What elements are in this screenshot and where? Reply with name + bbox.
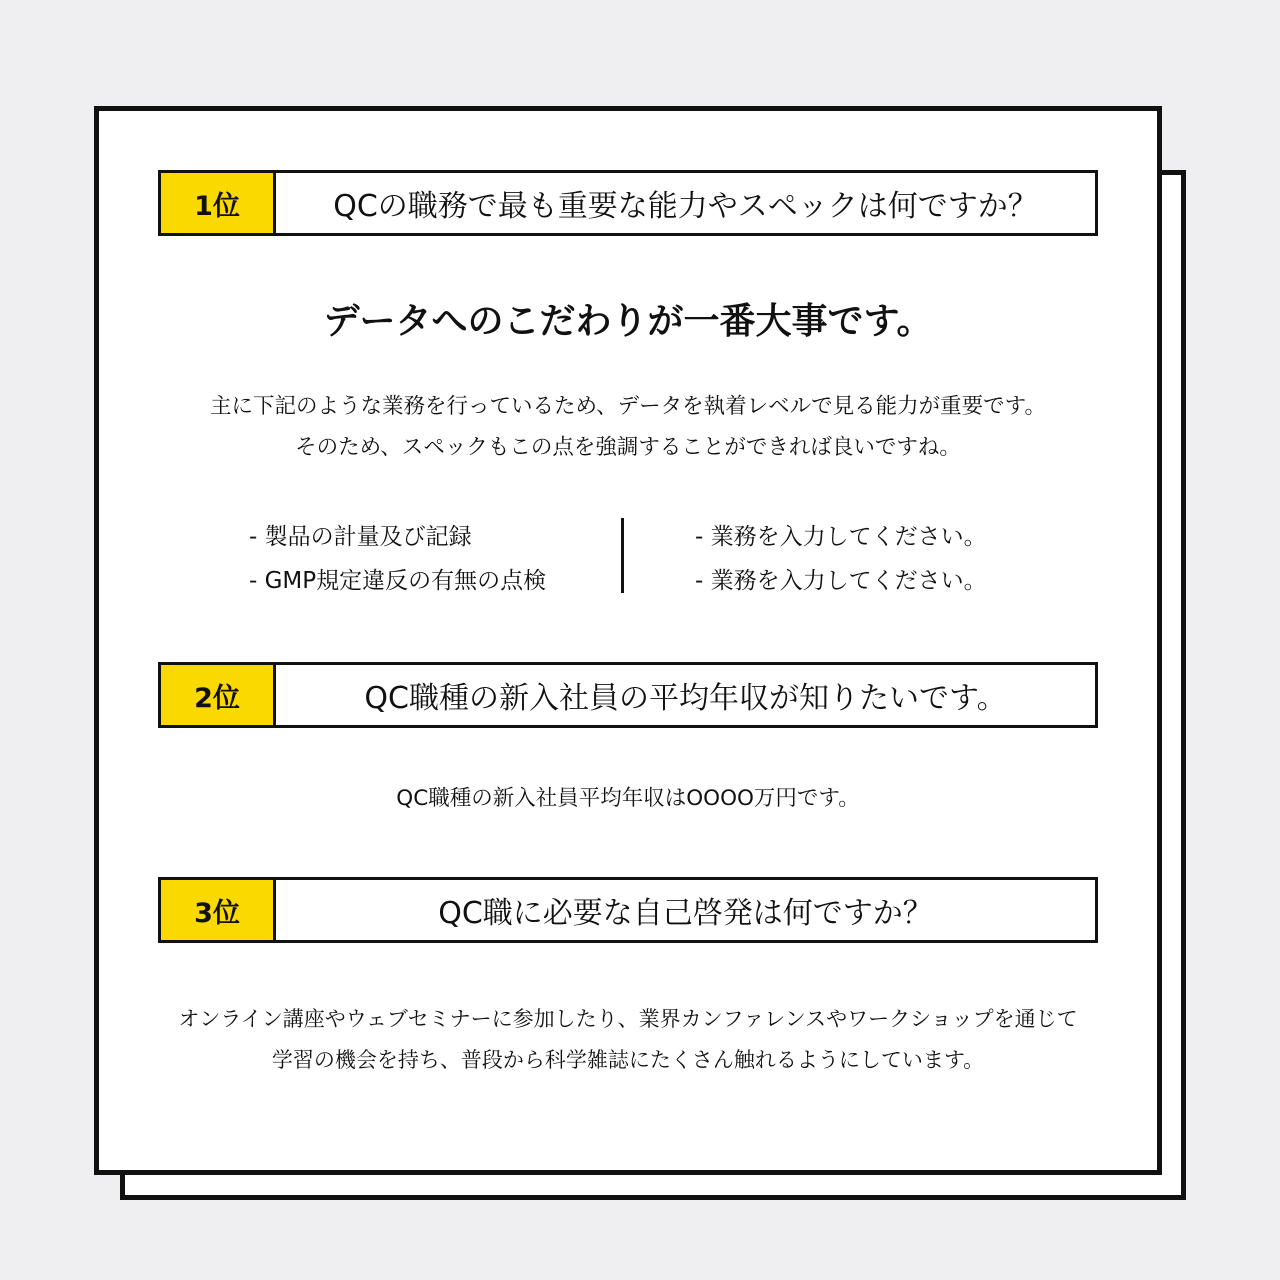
question-text-3: QC職に必要な自己啓発は何ですか？	[438, 896, 933, 931]
list-item: - GMP規定違反の有無の点検	[249, 568, 547, 594]
list-item: - 業務を入力してください。	[695, 524, 987, 550]
rank-badge-3: 3位	[161, 880, 276, 940]
task-list-left	[249, 515, 546, 603]
question-bar-3	[158, 877, 1098, 943]
answer-body-2: QC職種の新入社員平均年収はOOOO万円です。	[396, 786, 860, 811]
list-item: - 製品の計量及び記録	[249, 524, 472, 550]
rank-badge-1: 1位	[161, 173, 276, 233]
answer-body-1-line-1: 主に下記のような業務を行っているため、データを執着レベルで見る能力が重要です。	[210, 394, 1046, 419]
question-bar-2	[158, 662, 1098, 728]
task-list-right	[695, 515, 987, 603]
rank-badge-2: 2位	[161, 665, 276, 725]
answer-headline-1: データへのこだわりが一番大事です。	[323, 301, 933, 342]
question-bar-1	[158, 170, 1098, 236]
answer-body-3-line-1: オンライン講座やウェブセミナーに参加したり、業界カンファレンスやワークショップを通じて	[178, 1007, 1078, 1031]
answer-body-3-line-2: 学習の機会を持ち、普段から科学雑誌にたくさん触れるようにしています。	[271, 1048, 985, 1072]
list-divider	[621, 518, 624, 593]
answer-body-1-line-2: そのため、スペックもこの点を強調することができれば良いですね。	[295, 435, 961, 460]
list-item: - 業務を入力してください。	[695, 568, 987, 594]
question-text-2: QC職種の新入社員の平均年収が知りたいです。	[364, 681, 1007, 716]
question-text-1: QCの職務で最も重要な能力やスペックは何ですか？	[333, 189, 1038, 224]
